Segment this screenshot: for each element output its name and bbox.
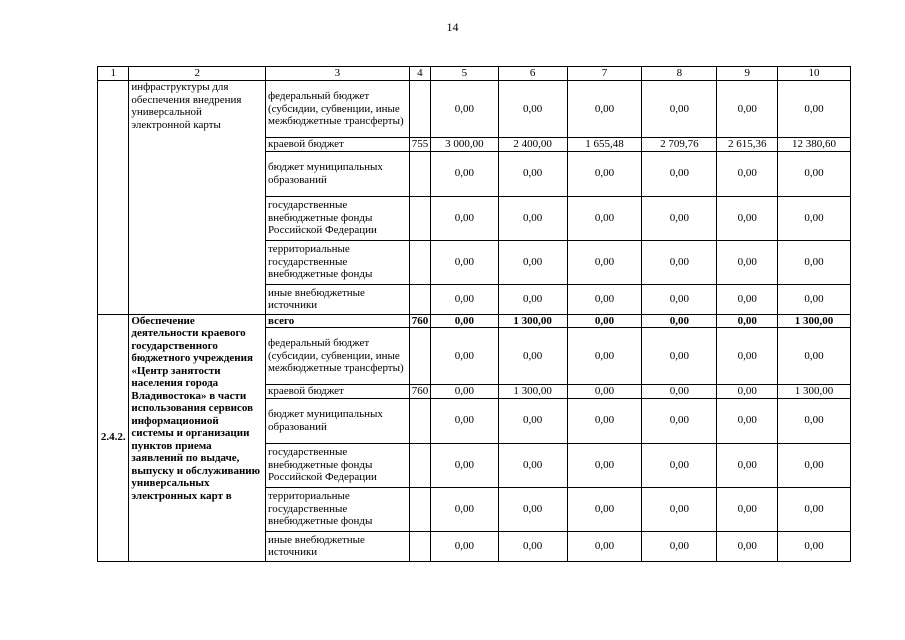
header-cell: 5 bbox=[430, 67, 498, 81]
code-cell bbox=[409, 443, 430, 487]
code-cell: 760 bbox=[409, 385, 430, 399]
value-cell: 0,00 bbox=[778, 328, 851, 385]
value-cell: 0,00 bbox=[430, 151, 498, 196]
value-cell: 1 300,00 bbox=[498, 314, 567, 328]
code-cell bbox=[409, 398, 430, 443]
code-cell bbox=[409, 240, 430, 284]
code-cell bbox=[409, 81, 430, 138]
value-cell: 1 300,00 bbox=[778, 314, 851, 328]
value-cell: 0,00 bbox=[430, 81, 498, 138]
value-cell: 0,00 bbox=[498, 240, 567, 284]
value-cell: 0,00 bbox=[430, 314, 498, 328]
header-cell: 1 bbox=[98, 67, 129, 81]
value-cell: 0,00 bbox=[430, 328, 498, 385]
value-cell: 0,00 bbox=[778, 196, 851, 240]
value-cell: 0,00 bbox=[778, 151, 851, 196]
page-number: 14 bbox=[446, 20, 459, 34]
value-cell: 3 000,00 bbox=[430, 138, 498, 152]
funding-source-cell: всего bbox=[266, 314, 410, 328]
value-cell: 0,00 bbox=[778, 487, 851, 531]
funding-source-cell: федеральный бюджет (субсидии, субвенции, иные межбюджетные трансферты) bbox=[266, 81, 410, 138]
value-cell: 0,00 bbox=[778, 443, 851, 487]
code-cell bbox=[409, 284, 430, 314]
value-cell: 12 380,60 bbox=[778, 138, 851, 152]
item-number-cell bbox=[98, 81, 129, 315]
value-cell: 0,00 bbox=[642, 443, 717, 487]
value-cell: 0,00 bbox=[498, 284, 567, 314]
value-cell: 0,00 bbox=[567, 328, 642, 385]
value-cell: 0,00 bbox=[642, 151, 717, 196]
budget-table bbox=[97, 66, 851, 562]
value-cell: 0,00 bbox=[498, 151, 567, 196]
table-row bbox=[98, 314, 851, 328]
funding-source-cell: иные внебюджетные источники bbox=[266, 531, 410, 561]
item-number-cell: 2.4.2. bbox=[98, 314, 129, 561]
value-cell: 0,00 bbox=[567, 240, 642, 284]
value-cell: 0,00 bbox=[642, 314, 717, 328]
value-cell: 0,00 bbox=[642, 385, 717, 399]
value-cell: 0,00 bbox=[717, 443, 778, 487]
header-cell: 3 bbox=[266, 67, 410, 81]
code-cell bbox=[409, 328, 430, 385]
value-cell: 0,00 bbox=[430, 385, 498, 399]
value-cell: 0,00 bbox=[567, 487, 642, 531]
value-cell: 0,00 bbox=[778, 81, 851, 138]
value-cell: 0,00 bbox=[498, 487, 567, 531]
header-cell: 4 bbox=[409, 67, 430, 81]
value-cell: 0,00 bbox=[430, 443, 498, 487]
funding-source-cell: бюджет муниципальных образований bbox=[266, 398, 410, 443]
value-cell: 0,00 bbox=[567, 385, 642, 399]
code-cell: 760 bbox=[409, 314, 430, 328]
header-cell: 10 bbox=[778, 67, 851, 81]
code-cell: 755 bbox=[409, 138, 430, 152]
value-cell: 0,00 bbox=[430, 398, 498, 443]
value-cell: 0,00 bbox=[642, 398, 717, 443]
value-cell: 0,00 bbox=[717, 314, 778, 328]
funding-source-cell: федеральный бюджет (субсидии, субвенции, иные межбюджетные трансферты) bbox=[266, 328, 410, 385]
value-cell: 0,00 bbox=[567, 398, 642, 443]
table-row bbox=[98, 81, 851, 138]
value-cell: 0,00 bbox=[717, 398, 778, 443]
value-cell: 0,00 bbox=[498, 531, 567, 561]
value-cell: 0,00 bbox=[430, 284, 498, 314]
value-cell: 0,00 bbox=[717, 385, 778, 399]
header-cell: 7 bbox=[567, 67, 642, 81]
value-cell: 0,00 bbox=[498, 398, 567, 443]
value-cell: 0,00 bbox=[717, 487, 778, 531]
value-cell: 0,00 bbox=[567, 443, 642, 487]
value-cell: 0,00 bbox=[717, 240, 778, 284]
code-cell bbox=[409, 151, 430, 196]
code-cell bbox=[409, 196, 430, 240]
value-cell: 0,00 bbox=[642, 487, 717, 531]
funding-source-cell: государственные внебюджетные фонды Российской Федерации bbox=[266, 443, 410, 487]
value-cell: 0,00 bbox=[567, 151, 642, 196]
value-cell: 0,00 bbox=[642, 81, 717, 138]
value-cell: 0,00 bbox=[717, 531, 778, 561]
funding-source-cell: государственные внебюджетные фонды Российской Федерации bbox=[266, 196, 410, 240]
item-name-cell: инфраструктуры для обеспечения внедрения универсальной электронной карты bbox=[129, 81, 266, 315]
value-cell: 0,00 bbox=[642, 196, 717, 240]
value-cell: 0,00 bbox=[642, 531, 717, 561]
value-cell: 0,00 bbox=[778, 531, 851, 561]
value-cell: 0,00 bbox=[642, 328, 717, 385]
value-cell: 0,00 bbox=[567, 196, 642, 240]
value-cell: 0,00 bbox=[567, 531, 642, 561]
value-cell: 0,00 bbox=[430, 196, 498, 240]
value-cell: 0,00 bbox=[430, 531, 498, 561]
value-cell: 0,00 bbox=[778, 284, 851, 314]
header-cell: 6 bbox=[498, 67, 567, 81]
value-cell: 2 615,36 bbox=[717, 138, 778, 152]
header-cell: 2 bbox=[129, 67, 266, 81]
funding-source-cell: территориальные государственные внебюджетные фонды bbox=[266, 240, 410, 284]
code-cell bbox=[409, 531, 430, 561]
value-cell: 0,00 bbox=[498, 81, 567, 138]
header-row bbox=[98, 67, 851, 81]
value-cell: 0,00 bbox=[778, 240, 851, 284]
code-cell bbox=[409, 487, 430, 531]
header-cell: 9 bbox=[717, 67, 778, 81]
header-cell: 8 bbox=[642, 67, 717, 81]
value-cell: 1 655,48 bbox=[567, 138, 642, 152]
value-cell: 0,00 bbox=[567, 81, 642, 138]
value-cell: 0,00 bbox=[430, 240, 498, 284]
value-cell: 0,00 bbox=[642, 240, 717, 284]
value-cell: 1 300,00 bbox=[778, 385, 851, 399]
value-cell: 0,00 bbox=[498, 196, 567, 240]
value-cell: 0,00 bbox=[717, 151, 778, 196]
funding-source-cell: бюджет муниципальных образований bbox=[266, 151, 410, 196]
value-cell: 0,00 bbox=[430, 487, 498, 531]
funding-source-cell: краевой бюджет bbox=[266, 138, 410, 152]
funding-source-cell: территориальные государственные внебюджетные фонды bbox=[266, 487, 410, 531]
value-cell: 0,00 bbox=[642, 284, 717, 314]
value-cell: 0,00 bbox=[778, 398, 851, 443]
value-cell: 0,00 bbox=[498, 443, 567, 487]
funding-source-cell: краевой бюджет bbox=[266, 385, 410, 399]
value-cell: 0,00 bbox=[717, 196, 778, 240]
value-cell: 0,00 bbox=[567, 314, 642, 328]
value-cell: 2 709,76 bbox=[642, 138, 717, 152]
value-cell: 0,00 bbox=[498, 328, 567, 385]
item-name-cell: Обеспечение деятельности краевого государственного бюджетного учреждения «Центр занятости населения города Владивостока» в части использования сервисов информациониой системы и организации пунктов приема заявлений по выдаче, выпуску и обслуживанию универсальных электронных карт в bbox=[129, 314, 266, 561]
value-cell: 0,00 bbox=[567, 284, 642, 314]
value-cell: 0,00 bbox=[717, 284, 778, 314]
value-cell: 0,00 bbox=[717, 328, 778, 385]
value-cell: 1 300,00 bbox=[498, 385, 567, 399]
value-cell: 0,00 bbox=[717, 81, 778, 138]
value-cell: 2 400,00 bbox=[498, 138, 567, 152]
funding-source-cell: иные внебюджетные источники bbox=[266, 284, 410, 314]
